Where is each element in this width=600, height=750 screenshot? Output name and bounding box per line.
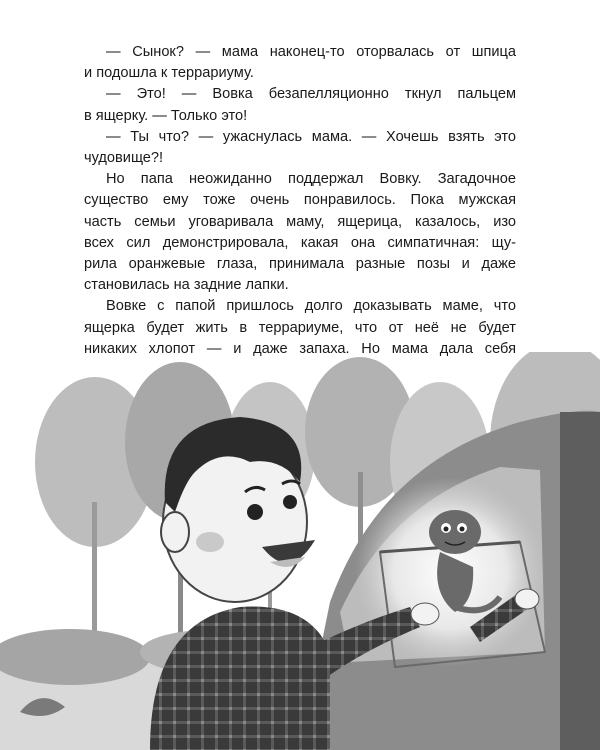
- story-text: [84, 42, 516, 360]
- text-line: ящерка будет жить в террариуме, что от неё не будет: [84, 319, 516, 336]
- text-line: становилась на задние лапки.: [84, 277, 289, 294]
- paragraph-1: [84, 42, 516, 84]
- text-line: существо ему тоже очень понравилось. Пока мужская: [84, 192, 516, 209]
- text-line: чудовище?!: [84, 150, 164, 167]
- paragraph-3: [84, 127, 516, 169]
- paragraph-4: [84, 169, 516, 296]
- text-line: никаких хлопот — и даже запаха. Но мама дала себя: [84, 340, 516, 357]
- text-line: — Сынок? — мама наконец-то оторвалась от шпица: [106, 44, 516, 60]
- text-line: часть семьи уговаривала маму, ящерица, казалось, изо: [84, 213, 516, 230]
- text-line: Вовке с папой пришлось долго доказывать маме, что: [106, 298, 516, 315]
- text-line: всех сил демонстрировала, какая она симпатичная: щу-: [84, 234, 516, 251]
- illustration-boy-with-lizard: [0, 352, 600, 750]
- text-line: Но папа неожиданно поддержал Вовку. Загадочное: [106, 171, 516, 188]
- paragraph-5: [84, 296, 516, 360]
- text-line: в ящерку. — Только это!: [84, 107, 248, 124]
- text-line: — Это! — Вовка безапелляционно ткнул пальцем: [106, 86, 516, 103]
- text-line: и подошла к террариуму.: [84, 65, 254, 82]
- text-line: — Ты что? — ужаснулась мама. — Хочешь взять это: [106, 128, 516, 145]
- text-line: рила оранжевые глаза, принимала разные позы и даже: [84, 256, 516, 273]
- paragraph-2: [84, 84, 516, 126]
